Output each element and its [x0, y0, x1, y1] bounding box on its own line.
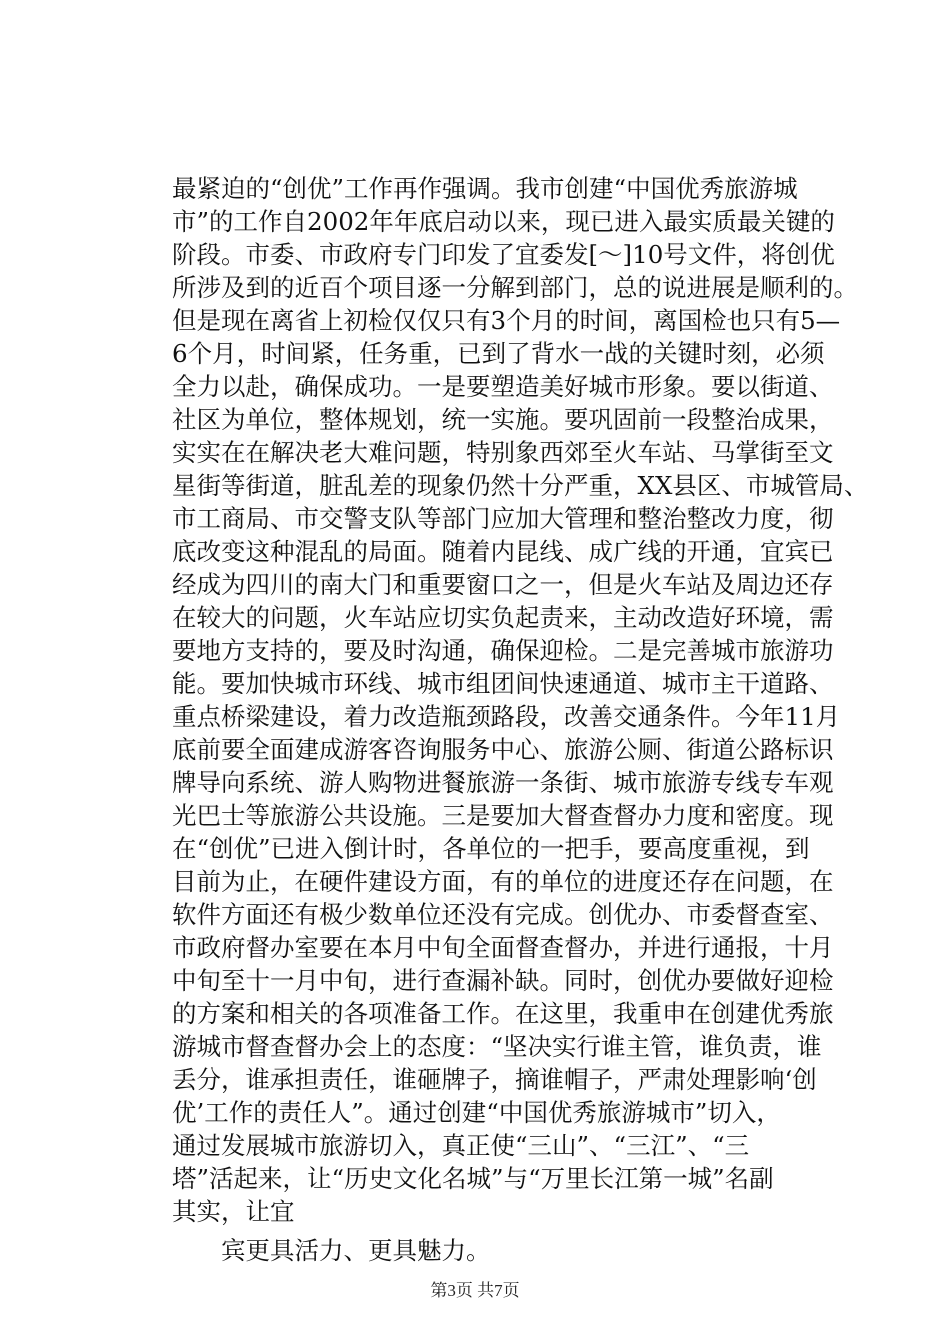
text-line: 游城市督查督办会上的态度：“坚决实行谁主管，谁负责，谁: [172, 1032, 822, 1061]
text-line: 要地方支持的，要及时沟通，确保迎检。二是完善城市旅游功: [172, 636, 834, 665]
text-line: 底前要全面建成游客咨询服务中心、旅游公厕、街道公路标识: [172, 735, 834, 764]
text-line: 星街等街道，脏乱差的现象仍然十分严重，XX县区、市城管局、: [172, 471, 869, 500]
text-line: 6个月，时间紧，任务重，已到了背水一战的关键时刻，必须: [172, 339, 825, 368]
text-line: 软件方面还有极少数单位还没有完成。创优办、市委督查室、: [172, 900, 834, 929]
text-line: 通过发展城市旅游切入，真正使“三山”、“三江”、“三: [172, 1131, 750, 1160]
page-footer: [0, 1280, 950, 1302]
text-line: 光巴士等旅游公共设施。三是要加大督查督办力度和密度。现: [172, 801, 834, 830]
page-number-label: 第3页 共7页: [430, 1281, 520, 1300]
text-line: 市工商局、市交警支队等部门应加大管理和整治整改力度，彻: [172, 504, 834, 533]
text-line: 优’工作的责任人”。通过创建“中国优秀旅游城市”切入，: [172, 1098, 781, 1127]
text-line: 市政府督办室要在本月中旬全面督查督办，并进行通报，十月: [172, 933, 834, 962]
text-line: 的方案和相关的各项准备工作。在这里，我重申在创建优秀旅: [172, 999, 834, 1028]
text-line: 牌导向系统、游人购物进餐旅游一条街、城市旅游专线专车观: [172, 768, 834, 797]
text-line: 全力以赴，确保成功。一是要塑造美好城市形象。要以街道、: [172, 372, 834, 401]
text-line: 最紧迫的“创优”工作再作强调。我市创建“中国优秀旅游城: [172, 174, 798, 203]
text-line: 重点桥梁建设，着力改造瓶颈路段，改善交通条件。今年11月: [172, 702, 841, 731]
text-line: 社区为单位，整体规划，统一实施。要巩固前一段整治成果，: [172, 405, 834, 434]
text-line: 中旬至十一月中旬，进行查漏补缺。同时，创优办要做好迎检: [172, 966, 834, 995]
text-line: 丢分，谁承担责任，谁砸牌子，摘谁帽子，严肃处理影响‘创: [172, 1065, 817, 1094]
text-line: 塔”活起来，让“历史文化名城”与“万里长江第一城”名副: [172, 1164, 774, 1193]
text-line: 经成为四川的南大门和重要窗口之一，但是火车站及周边还存: [172, 570, 834, 599]
text-line: 在“创优”已进入倒计时，各单位的一把手，要高度重视，到: [172, 834, 810, 863]
text-line: 市”的工作自2002年年底启动以来，现已进入最实质最关键的: [172, 207, 835, 236]
text-line: 在较大的问题，火车站应切实负起责来，主动改造好环境，需: [172, 603, 834, 632]
text-line: 其实，让宜: [172, 1197, 295, 1226]
text-line: 但是现在离省上初检仅仅只有3个月的时间，离国检也只有5—: [172, 306, 841, 335]
body-text: [172, 172, 872, 1267]
text-line: 实实在在解决老大难问题，特别象西郊至火车站、马掌街至文: [172, 438, 834, 467]
closing-paragraph: 宾更具活力、更具魅力。: [221, 1236, 491, 1265]
text-line: 目前为止，在硬件建设方面，有的单位的进度还存在问题，在: [172, 867, 834, 896]
text-line: 底改变这种混乱的局面。随着内昆线、成广线的开通，宜宾已: [172, 537, 834, 566]
text-line: 所涉及到的近百个项目逐一分解到部门，总的说进展是顺利的。: [172, 273, 858, 302]
text-line: 能。要加快城市环线、城市组团间快速通道、城市主干道路、: [172, 669, 834, 698]
text-line: 阶段。市委、市政府专门印发了宜委发[～]10号文件，将创优: [172, 240, 835, 269]
